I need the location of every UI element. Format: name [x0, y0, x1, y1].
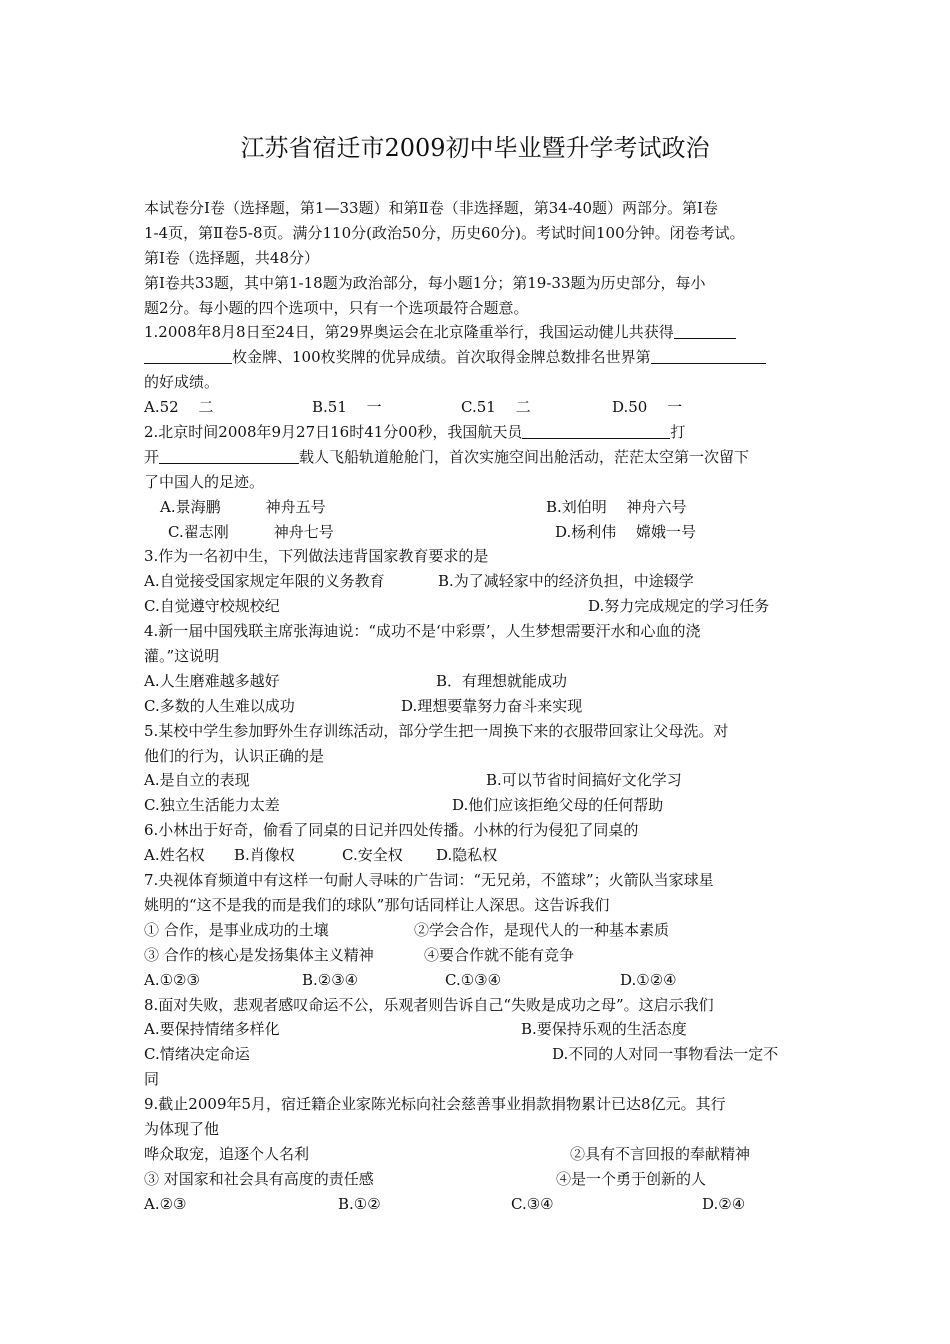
- question-text: 他们的行为，认识正确的是: [144, 746, 325, 765]
- question-9: 9.截止2009年5月，宿迁籍企业家陈光标向社会慈善事业捐款捐物累计已达8亿元。其行: [144, 1095, 726, 1114]
- options-row: [144, 1017, 812, 1042]
- option-c: C.情绪决定命运: [144, 1045, 250, 1064]
- question-text: 1.2008年8月8日至24日，第29界奥运会在北京隆重举行，我国运动健儿共获得: [144, 323, 674, 342]
- statement-1: 哗众取宠，追逐个人名利: [144, 1144, 310, 1163]
- question-text: 2.北京时间2008年9月27日16时41分00秒，我国航天员: [144, 423, 523, 442]
- option-a: A.自觉接受国家规定年限的义务教育: [144, 572, 385, 591]
- page-title: 江苏省宿迁市2009初中毕业暨升学考试政治: [240, 134, 710, 162]
- intro-line: 本试卷分Ⅰ卷（选择题，第1—33题）和第Ⅱ卷（非选择题，第34-40题）两部分。第Ⅰ卷: [144, 199, 718, 217]
- option-d: D.①②④: [620, 970, 677, 989]
- option-c: C.多数的人生难以成功: [144, 696, 295, 715]
- statement-1: ① 合作，是事业成功的土壤: [144, 920, 329, 939]
- statements-row: [144, 1142, 812, 1167]
- options-row: [144, 768, 812, 793]
- option-c: C.①③④: [445, 970, 502, 989]
- option-b: B.肖像权: [234, 846, 295, 865]
- option-b: B.②③④: [302, 970, 359, 989]
- option-b: B.为了减轻家中的经济负担，中途辍学: [438, 572, 694, 591]
- option-d: D.理想要靠努力奋斗来实现: [401, 696, 583, 715]
- option-c: C.翟志刚 神舟七号: [168, 522, 334, 541]
- statement-4: ④是一个勇于创新的人: [556, 1169, 707, 1188]
- statement-4: ④要合作就不能有竞争: [424, 945, 575, 964]
- answer-blank: [674, 322, 736, 339]
- option-a: A.姓名权: [144, 846, 205, 865]
- exam-body: [144, 196, 812, 1217]
- answer-blank: [144, 347, 232, 364]
- question-text: 灌。”这说明: [144, 647, 220, 666]
- question-text: 枚金牌、100枚奖牌的优异成绩。首次取得金牌总数排名世界第: [232, 348, 651, 367]
- statement-3: ③ 合作的核心是发扬集体主义精神: [144, 945, 374, 964]
- answer-blank: [522, 422, 670, 439]
- option-c: C.51 二: [461, 398, 531, 417]
- option-a: A.人生磨难越多越好: [144, 671, 280, 690]
- options-row: [144, 968, 812, 993]
- option-d: D.隐私权: [436, 846, 498, 865]
- option-a: A.要保持情绪多样化: [144, 1020, 280, 1039]
- options-row: [144, 1042, 812, 1067]
- options-row: [144, 669, 812, 694]
- question-4: 4.新一届中国残联主席张海迪说：“成功不是‘中彩票’，人生梦想需要汗水和心血的浇: [144, 622, 701, 641]
- option-c: C.自觉遵守校规校纪: [144, 597, 280, 616]
- question-2-line: [144, 445, 812, 470]
- option-d: D.努力完成规定的学习任务: [588, 597, 770, 616]
- statement-3: ③ 对国家和社会具有高度的责任感: [144, 1169, 374, 1188]
- answer-blank: [159, 447, 299, 464]
- question-text: 为体现了他: [144, 1119, 220, 1138]
- question-1: [144, 320, 812, 345]
- options-row: [144, 594, 812, 619]
- option-b: B.刘伯明 神舟六号: [546, 497, 687, 516]
- option-a: A.52 二: [144, 398, 214, 417]
- option-b: B．有理想就能成功: [436, 671, 568, 690]
- intro-line: 题2分。每小题的四个选项中，只有一个选项最符合题意。: [144, 298, 529, 317]
- statements-row: [144, 918, 812, 943]
- section-heading: 第Ⅰ卷（选择题，共48分）: [144, 248, 320, 267]
- options-row: [144, 843, 812, 868]
- question-8: 8.面对失败，悲观者感叹命运不公，乐观者则告诉自己“失败是成功之母”。这启示我们: [144, 995, 714, 1014]
- intro-line: 1-4页，第Ⅱ卷5-8页。满分110分(政治50分，历史60分)。考试时间100分钟。闭卷考试。: [144, 223, 745, 242]
- question-text: 载人飞船轨道舱舱门，首次实施空间出舱活动，茫茫太空第一次留下: [299, 447, 750, 466]
- question-text: 了中国人的足迹。: [144, 472, 265, 491]
- option-c: C.独立生活能力太差: [144, 796, 280, 815]
- option-a: A.是自立的表现: [144, 771, 250, 790]
- statement-2: ②具有不言回报的奉献精神: [570, 1144, 751, 1163]
- intro-line: 第Ⅰ卷共33题，其中第1-18题为政治部分，每小题1分；第19-33题为历史部分，每小: [144, 273, 706, 292]
- question-5: 5.某校中学生参加野外生存训练活动，部分学生把一周换下来的衣服带回家让父母洗。对: [144, 721, 729, 740]
- option-b: B.要保持乐观的生活态度: [521, 1020, 687, 1039]
- options-row: [144, 495, 812, 520]
- option-b: B.可以节省时间搞好文化学习: [486, 771, 682, 790]
- option-d: D.杨利伟 嫦娥一号: [555, 522, 697, 541]
- option-c: C.③④: [511, 1194, 554, 1213]
- question-text: 打: [670, 423, 686, 442]
- options-row: [144, 793, 812, 818]
- question-2: [144, 420, 812, 445]
- option-c: C.安全权: [342, 846, 403, 865]
- option-a: A.②③: [144, 1194, 187, 1213]
- option-b: B.51 一: [312, 398, 382, 417]
- options-row: [144, 395, 812, 420]
- question-7: 7.央视体育频道中有这样一句耐人寻味的广告词：“无兄弟，不篮球”；火箭队当家球星: [144, 871, 714, 890]
- options-row: [144, 1192, 812, 1217]
- option-d-continued: 同: [144, 1070, 160, 1089]
- question-text: 姚明的“这不是我的而是我们的球队”那句话同样让人深思。这告诉我们: [144, 895, 610, 914]
- question-text: 开: [144, 447, 160, 466]
- answer-blank: [651, 347, 766, 364]
- question-text: 的好成绩。: [144, 373, 220, 392]
- question-1-line: [144, 345, 812, 370]
- question-3: 3.作为一名初中生，下列做法违背国家教育要求的是: [144, 547, 489, 566]
- statements-row: [144, 943, 812, 968]
- statements-row: [144, 1167, 812, 1192]
- option-b: B.①②: [338, 1194, 381, 1213]
- option-a: A.景海鹏 神舟五号: [160, 497, 326, 516]
- options-row: [144, 569, 812, 594]
- question-6: 6.小林出于好奇，偷看了同桌的日记并四处传播。小林的行为侵犯了同桌的: [144, 821, 639, 840]
- option-d: D.他们应该拒绝父母的任何帮助: [452, 796, 664, 815]
- option-d: D.50 一: [612, 398, 683, 417]
- option-d: D.②④: [702, 1194, 746, 1213]
- options-row: [144, 520, 812, 545]
- statement-2: ②学会合作，是现代人的一种基本素质: [414, 920, 670, 939]
- option-d: D.不同的人对同一事物看法一定不: [552, 1045, 779, 1064]
- options-row: [144, 694, 812, 719]
- option-a: A.①②③: [144, 970, 200, 989]
